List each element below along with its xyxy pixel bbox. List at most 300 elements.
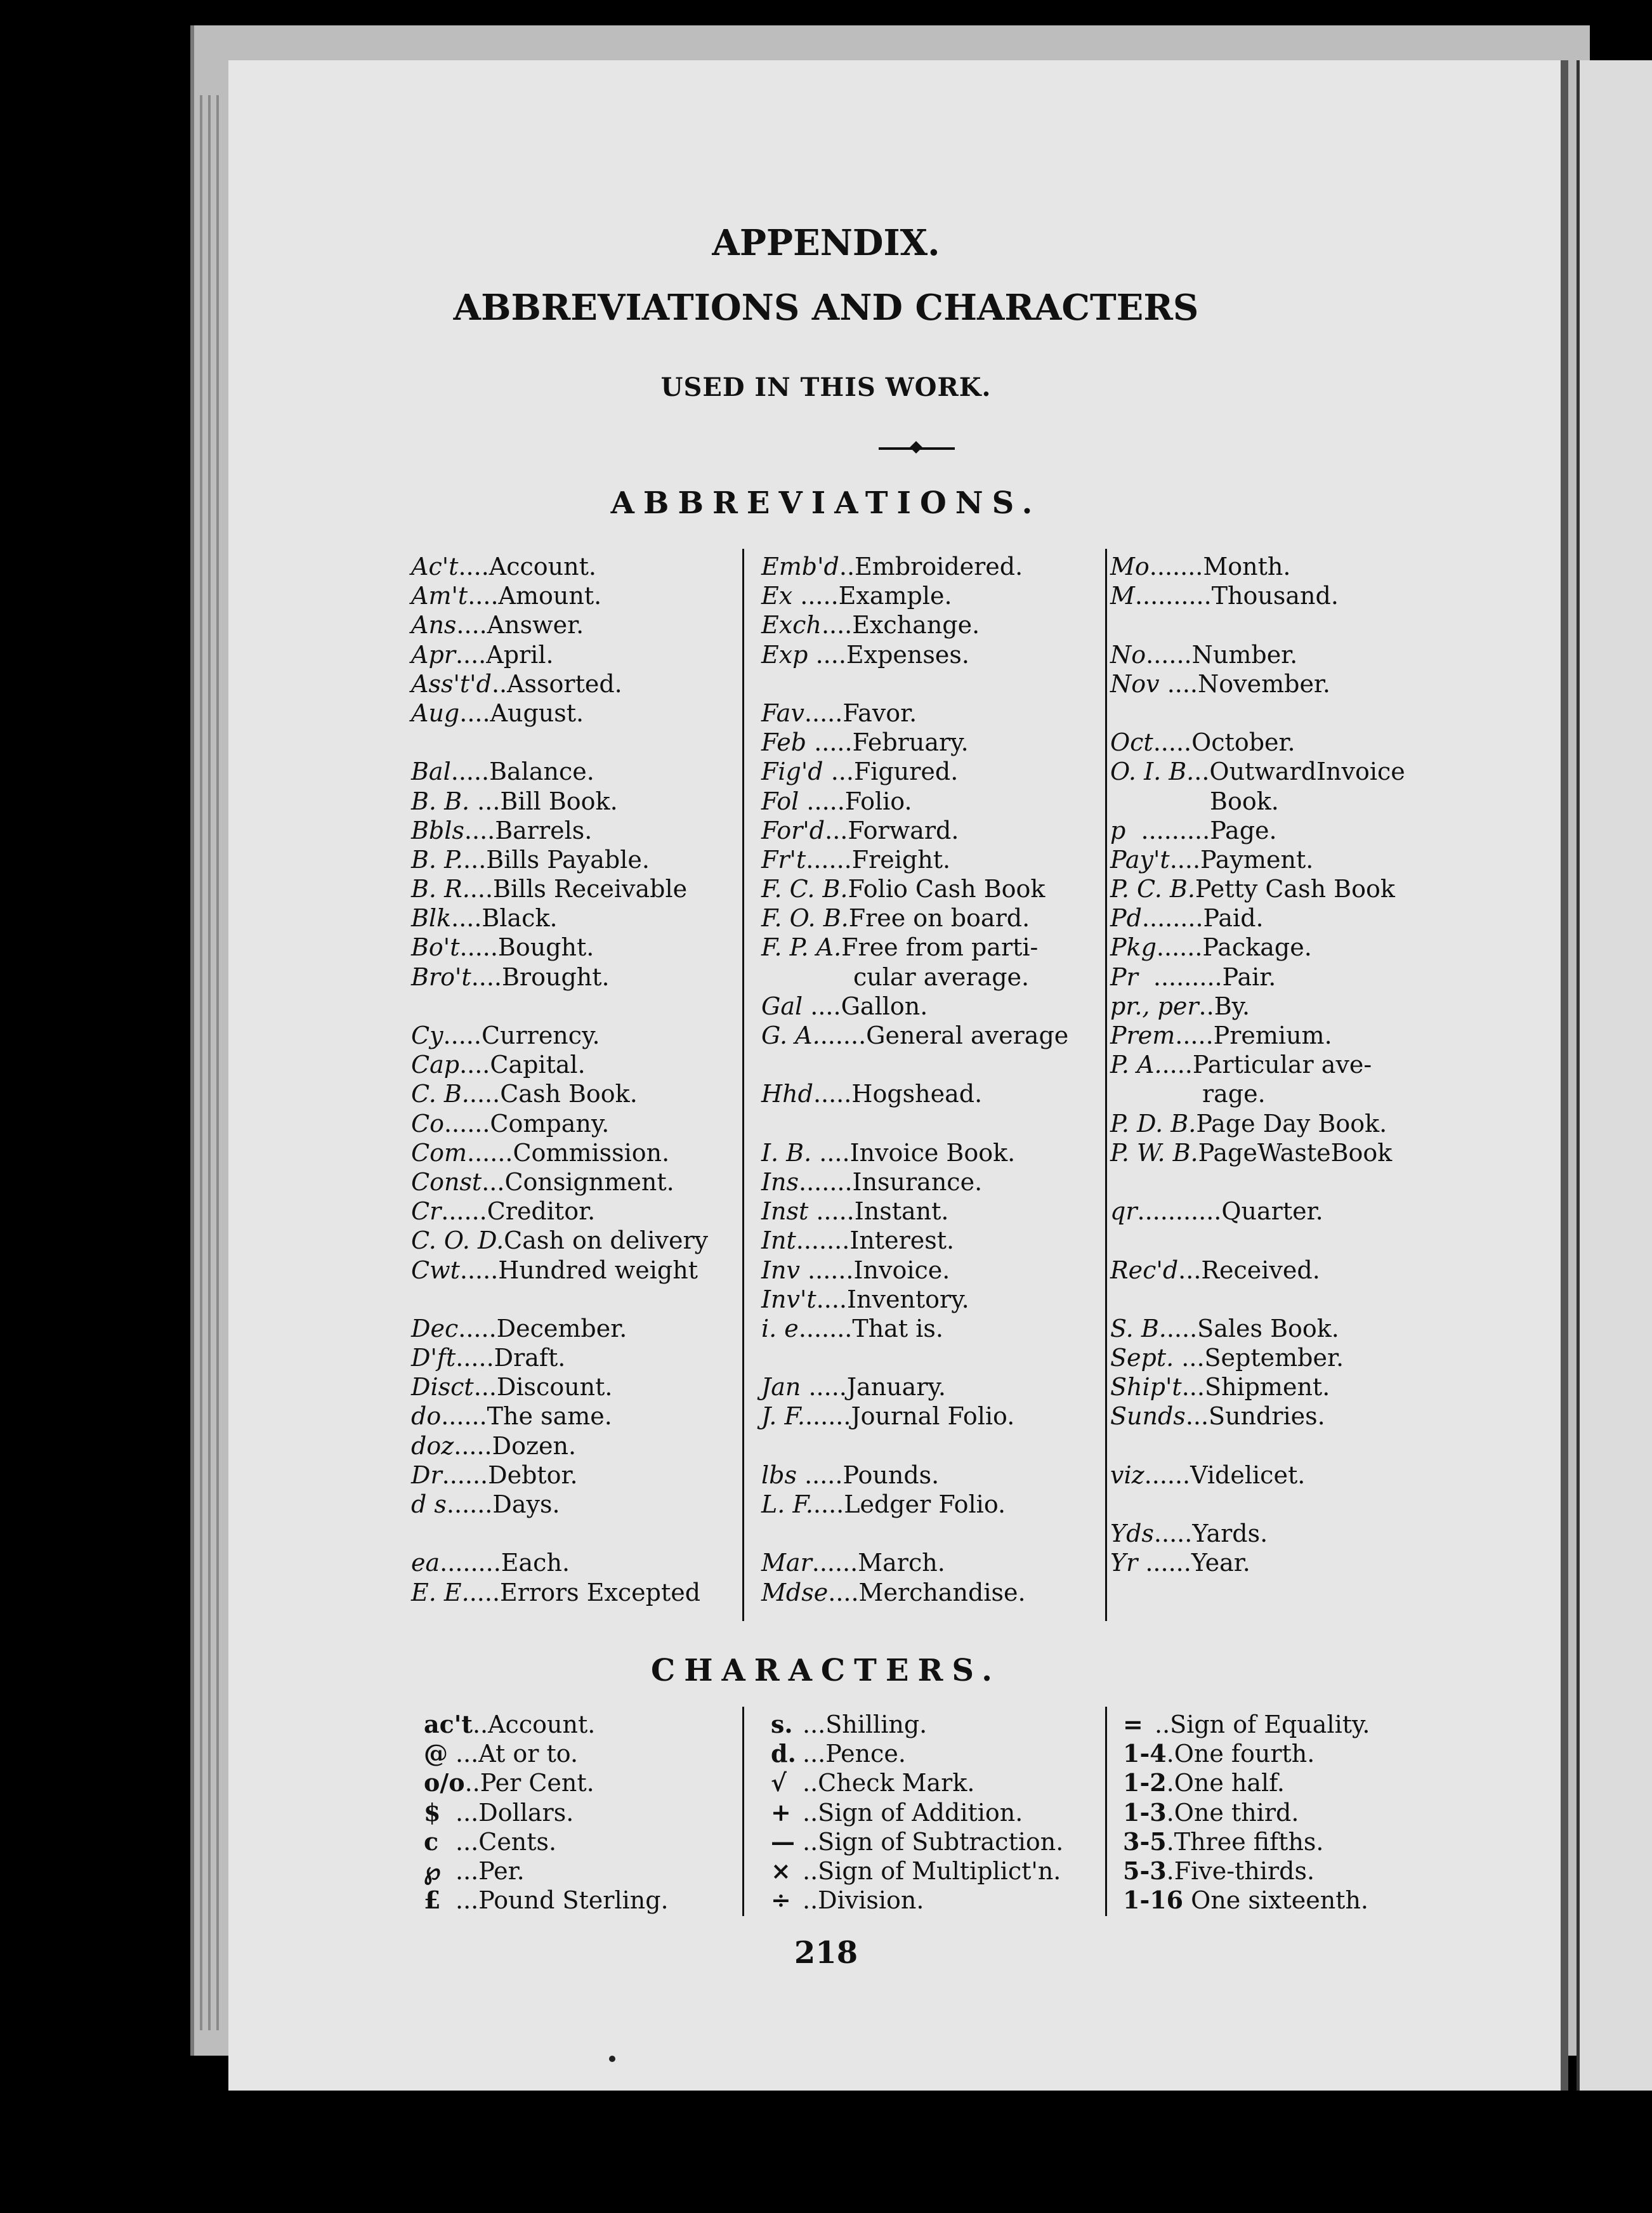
abbreviation-term: Bro't [411,962,471,991]
abbreviation-term: F. C. B. [761,875,848,903]
abbreviation-term: Ans [411,611,457,640]
abbreviation-entry [411,1402,708,1431]
character-meaning: ...Cents. [456,1827,557,1856]
abbreviation-meaning: Cash on delivery [504,1226,709,1255]
abbreviation-meaning: .....Instant. [808,1197,949,1226]
character-meaning: ...At or to. [456,1740,579,1768]
abbreviation-entry [1110,1519,1405,1548]
abbreviation-meaning: Petty Cash Book [1195,875,1395,903]
abbreviation-entry [411,816,708,845]
abbreviation-entry [411,1021,708,1050]
abbreviation-term: Pkg [1110,933,1157,962]
abbreviation-meaning: .......That is. [798,1314,943,1343]
abbreviation-entry [1110,992,1405,1021]
character-entry [1123,1739,1370,1768]
character-entry [424,1798,669,1827]
character-symbol: — [771,1827,795,1856]
abbreviation-meaning: ...Forward. [825,816,959,844]
abbreviation-entry [1110,610,1405,640]
abbreviation-meaning: ....November. [1159,669,1331,698]
abbreviation-entry [411,962,708,992]
abbreviation-entry [1110,903,1405,933]
abbreviation-entry [411,610,708,640]
abbreviation-entry [411,581,708,610]
abbreviation-meaning: ......Videlicet. [1144,1461,1306,1489]
abbreviation-entry [1110,1138,1405,1167]
abbreviation-meaning: ......General average [820,1021,1069,1049]
char-column-rule-2 [1105,1707,1107,1916]
abbreviation-term: J. F. [761,1402,805,1431]
abbreviation-entry [761,1578,1068,1607]
abbreviation-term: D'ft [411,1344,456,1372]
character-symbol: d. [771,1739,796,1768]
abbreviation-entry [761,933,1068,962]
abbreviation-meaning: ......The same. [441,1402,612,1431]
character-entry [424,1886,669,1915]
abbreviation-entry [1110,874,1405,903]
abbreviation-meaning: ...Discount. [473,1373,613,1402]
abbreviation-entry [1110,1431,1405,1461]
character-symbol: = [1123,1710,1143,1738]
abbreviation-entry [1110,1197,1405,1226]
abbreviation-entry [411,1226,708,1255]
abbreviation-meaning: ....Black. [451,904,558,933]
abbreviation-entry [761,962,1068,992]
character-symbol: + [771,1797,791,1827]
abbreviation-entry [1110,1461,1405,1490]
character-symbol: × [771,1856,791,1885]
abbreviation-meaning: ...Consignment. [482,1167,674,1196]
abbreviation-term: G. A. [761,1021,820,1049]
abbreviation-entry [1110,640,1405,669]
abbreviation-entry [411,933,708,962]
abbreviation-meaning: ...Figured. [823,758,959,786]
abbreviation-entry [1110,1050,1405,1079]
abbreviation-term: Bal [411,758,451,786]
abbreviation-meaning: ....Account. [458,553,596,581]
abbreviation-meaning: .........Pair. [1137,962,1276,991]
abbreviation-term: Inst [761,1197,809,1226]
abbreviation-meaning: .....October. [1153,728,1295,757]
character-symbol: ℘ [424,1856,441,1885]
abbreviation-meaning: .....Bought. [459,933,594,962]
characters-column-3 [1123,1710,1370,1915]
abbreviation-term: Nov [1110,669,1160,698]
abbreviation-entry [761,1431,1068,1461]
character-meaning: .Three fifths. [1166,1827,1324,1856]
abbreviation-meaning: rage. [1110,1080,1266,1108]
character-symbol: ac't [424,1710,473,1738]
abbreviation-entry [411,552,708,581]
abbreviation-term: Sept. [1110,1344,1174,1372]
character-meaning: .Five-thirds. [1166,1856,1315,1885]
abbreviation-term: Cwt [411,1256,460,1284]
abbreviation-entry [1110,1109,1405,1138]
abbreviation-entry [411,1519,708,1548]
abbreviation-term: B. R. [411,875,470,903]
ornament-divider [879,447,955,450]
abbreviation-meaning: .....Dozen. [454,1431,577,1460]
abbreviation-meaning: ....Inventory. [816,1285,969,1313]
character-symbol: 5-3 [1123,1856,1167,1885]
abbreviation-entry [1110,1314,1405,1343]
abbreviation-meaning: Folio Cash Book [848,875,1046,903]
abbreviation-entry [761,581,1068,610]
abbreviation-meaning: ...Received. [1178,1256,1320,1284]
abbreviation-entry [411,1167,708,1197]
abbreviation-entry [761,1109,1068,1138]
abbreviation-entry [411,1461,708,1490]
abbreviation-meaning: ......Year. [1137,1549,1250,1577]
abbreviation-term: Hhd [761,1080,813,1108]
abbreviation-meaning: ....Capital. [459,1051,586,1079]
abbreviation-meaning: ......Freight. [806,845,951,874]
page-subtitle: USED IN THIS WORK. [660,372,992,402]
abbreviation-entry [761,728,1068,757]
abbreviation-meaning: .........Page. [1125,816,1277,844]
abbreviation-meaning: .....Yards. [1153,1520,1268,1548]
character-symbol: 1-16 [1123,1886,1184,1915]
abbreviation-meaning: ....Gallon. [803,992,928,1020]
abbreviation-term: Pay't [1110,845,1170,874]
abbreviation-entry [1110,816,1405,845]
abbreviation-term: doz [411,1431,454,1460]
abbreviation-term: F. P. A. [761,933,842,962]
characters-column-1 [424,1710,669,1915]
abbreviation-meaning: ....August. [459,699,584,727]
abbreviation-entry [1110,845,1405,874]
abbreviation-entry [411,640,708,669]
abbreviation-entry [761,1461,1068,1490]
character-entry [771,1886,1063,1915]
abbreviation-term: Mar [761,1549,812,1577]
abbreviation-entry [1110,1285,1405,1314]
abbreviation-meaning: .....Folio. [799,787,912,815]
abbreviation-entry [411,1197,708,1226]
character-meaning: ...Pound Sterling. [456,1886,669,1915]
abbreviation-entry [761,816,1068,845]
abbreviation-entry [761,699,1068,728]
abbreviation-meaning: .....Hogshead. [813,1080,983,1108]
abbreviation-term: Aug [411,699,460,727]
abbreviation-term: E. E. [411,1578,469,1606]
abbreviation-entry [1110,552,1405,581]
character-meaning: ..Sign of Equality. [1155,1711,1370,1738]
abbreviation-term: Dr [411,1461,442,1489]
abbreviation-meaning: .....February. [806,728,969,757]
character-entry [771,1856,1063,1886]
abbreviation-entry [411,1314,708,1343]
abbreviation-meaning: .......Interest. [796,1226,955,1255]
abbreviation-entry [761,845,1068,874]
abbreviation-entry [761,1372,1068,1402]
abbreviation-entry [761,1079,1068,1108]
abbreviation-term: Inv't [761,1285,816,1313]
abbreviation-term: Mdse [761,1578,829,1606]
character-meaning: ...Dollars. [456,1798,574,1827]
character-entry [771,1827,1063,1856]
abbreviation-entry [1110,1402,1405,1431]
abbreviation-term: Mo [1110,553,1150,581]
character-symbol: s. [771,1710,793,1738]
abbreviation-entry [761,1197,1068,1226]
character-meaning: .One half. [1166,1769,1285,1797]
character-symbol: @ [424,1739,448,1768]
abbreviation-entry [411,1138,708,1167]
abbreviation-term: O. I. B. [1110,758,1195,786]
abbreviation-meaning: PageWasteBook [1198,1138,1393,1167]
abbreviation-meaning: ..........Thousand. [1134,582,1339,610]
character-entry [424,1739,669,1768]
abbreviation-term: P. D. B. [1110,1109,1196,1138]
abbreviation-meaning: ....Barrels. [464,816,593,844]
abbreviation-meaning: .....Example. [792,582,952,610]
abbreviation-meaning: ......Commission. [467,1138,670,1167]
abbreviation-meaning: Free on board. [848,904,1030,933]
abbreviation-term: Apr [411,640,456,669]
abbreviation-term: Exch [761,611,822,640]
abbreviation-meaning: ......Company. [443,1109,610,1138]
abbreviation-term: Ship't [1110,1373,1182,1402]
abbreviation-entry [411,1372,708,1402]
character-meaning: One sixteenth. [1183,1886,1368,1915]
abbreviation-term: Com [411,1138,467,1167]
abbreviation-meaning: .......Insurance. [799,1167,983,1196]
abbreviation-term: viz [1110,1461,1144,1489]
column-rule-1 [742,549,744,1621]
abbreviation-entry [1110,581,1405,610]
abbreviations-column-3 [1110,552,1405,1578]
abbreviation-meaning: .....Currency. [443,1021,600,1049]
abbreviation-entry [761,1226,1068,1255]
character-symbol: 1-3 [1123,1797,1167,1827]
abbreviation-meaning: ....Answer. [456,611,584,640]
abbreviation-entry [761,1050,1068,1079]
abbreviation-term: Ins [761,1167,799,1196]
abbreviation-meaning: ...Sundries. [1185,1402,1325,1431]
abbreviation-entry [411,1490,708,1519]
character-symbol: 3-5 [1123,1827,1167,1856]
abbreviation-entry [1110,1490,1405,1519]
abbreviation-meaning: ....Brought. [471,962,610,991]
abbreviation-entry [1110,699,1405,728]
abbreviation-entry [411,1548,708,1577]
abbreviation-entry [411,669,708,699]
character-meaning: ..Check Mark. [803,1769,975,1797]
abbreviation-entry [411,1109,708,1138]
abbreviation-entry [1110,1343,1405,1372]
abbreviation-entry [411,787,708,816]
char-column-rule-1 [742,1707,744,1916]
abbreviation-meaning: ....April. [455,640,554,669]
abbreviation-meaning: Free from parti- [841,933,1039,962]
character-symbol: ÷ [771,1886,791,1915]
abbreviation-meaning: ....Cash Book. [469,1080,638,1108]
abbreviation-meaning: ....Errors Excepted [469,1578,701,1606]
abbreviation-meaning: .....January. [801,1373,947,1402]
abbreviation-meaning: .....Pounds. [796,1461,940,1489]
abbreviation-meaning: ....Exchange. [821,611,980,640]
character-entry [771,1768,1063,1797]
abbreviation-term: F. O. B. [761,904,849,933]
character-meaning: .One fourth. [1166,1740,1315,1768]
abbreviation-entry [1110,1021,1405,1050]
abbreviations-column-2 [761,552,1068,1607]
page-title: ABBREVIATIONS AND CHARACTERS [453,287,1199,329]
character-meaning: ..Sign of Addition. [803,1798,1023,1827]
abbreviation-term: Fol [761,787,799,815]
abbreviation-term: Co [411,1109,444,1138]
abbreviation-term: d s [411,1490,447,1518]
abbreviation-term: C. B. [411,1080,469,1108]
abbreviation-term: Feb [761,728,807,757]
abbreviation-entry [761,1519,1068,1548]
abbreviation-term: Rec'd [1110,1256,1179,1284]
abbreviation-term: Fr't [761,845,806,874]
abbreviation-term: Cap [411,1051,460,1079]
abbreviation-term: Prem [1110,1021,1176,1049]
abbreviation-meaning: ....Expenses. [808,640,969,669]
abbreviation-entry [761,787,1068,816]
abbreviation-meaning: .....Hundred weight [459,1256,698,1284]
abbreviation-term: ea [411,1549,440,1577]
abbreviation-entry [411,1578,708,1607]
abbreviation-term: qr [1110,1197,1137,1226]
abbreviation-term: P. C. B. [1110,875,1195,903]
abbreviation-entry [1110,1226,1405,1255]
abbreviation-entry [1110,933,1405,962]
abbreviations-heading: ABBREVIATIONS. [610,485,1042,521]
abbreviation-meaning: cular average. [761,962,1030,991]
abbreviation-meaning: ...........Quarter. [1137,1197,1323,1226]
abbreviation-entry [411,1050,708,1079]
abbreviation-term: B. P. [411,845,464,874]
abbreviation-entry [761,1343,1068,1372]
abbreviation-term: Yds [1110,1520,1154,1548]
characters-heading: CHARACTERS. [651,1653,1001,1688]
abbreviation-entry [761,1256,1068,1285]
abbreviation-term: Oct [1110,728,1153,757]
abbreviation-entry [761,874,1068,903]
abbreviation-entry [411,757,708,786]
abbreviation-meaning: ......Journal Folio. [804,1402,1015,1431]
abbreviation-entry [761,1021,1068,1050]
abbreviation-term: Sunds [1110,1402,1186,1431]
character-entry [1123,1856,1370,1886]
abbreviation-meaning: .......Month. [1149,553,1291,581]
abbreviation-term: Pd [1110,904,1142,933]
abbreviation-meaning: ......Days. [446,1490,560,1518]
abbreviation-entry [761,903,1068,933]
abbreviation-entry [1110,1372,1405,1402]
abbreviation-term: Fav [761,699,804,727]
abbreviation-term: Inv [761,1256,800,1284]
character-symbol: o/o [424,1768,465,1797]
abbreviation-term: p [1110,816,1126,844]
character-entry [1123,1798,1370,1827]
abbreviation-term: Dec [411,1314,459,1343]
abbreviation-entry [1110,669,1405,699]
character-symbol: $ [424,1797,441,1827]
abbreviation-meaning: ........Paid. [1141,904,1264,933]
abbreviation-term: Disct [411,1373,474,1402]
abbreviation-meaning: ...Shipment. [1181,1373,1330,1402]
character-meaning: ..Sign of Subtraction. [803,1827,1064,1856]
abbreviation-meaning: ......Package. [1156,933,1312,962]
abbreviation-meaning: ......Invoice. [799,1256,950,1284]
column-rule-2 [1105,549,1107,1621]
page-number: 218 [794,1935,858,1971]
character-symbol: 1-4 [1123,1739,1167,1768]
abbreviation-meaning: ......Number. [1146,640,1298,669]
character-entry [424,1827,669,1856]
character-symbol: √ [771,1768,787,1797]
abbreviation-term: do [411,1402,442,1431]
abbreviation-entry [761,1138,1068,1167]
abbreviation-term: pr., per [1110,992,1199,1020]
character-meaning: ...Shilling. [803,1711,928,1738]
abbreviation-meaning: .....December. [458,1314,627,1343]
abbreviation-meaning: ....Ledger Folio. [813,1490,1006,1518]
abbreviation-entry [411,1079,708,1108]
abbreviation-term: No [1110,640,1146,669]
abbreviation-term: Jan [761,1373,801,1402]
abbreviation-term: M [1110,582,1135,610]
abbreviation-entry [1110,1079,1405,1108]
abbreviation-entry [1110,1167,1405,1197]
abbreviation-entry [411,1285,708,1314]
abbreviation-term: Am't [411,582,468,610]
abbreviation-entry [411,845,708,874]
abbreviation-term: Int [761,1226,796,1255]
abbreviation-entry [411,1431,708,1461]
abbreviation-meaning: ......Debtor. [442,1461,578,1489]
abbreviation-entry [761,610,1068,640]
abbreviation-meaning: Page Day Book. [1196,1109,1387,1138]
character-meaning: ...Pence. [803,1740,906,1768]
abbreviation-entry [1110,1548,1405,1577]
abbreviation-term: P. A. [1110,1051,1162,1079]
abbreviation-meaning: ....Sales Book. [1166,1314,1339,1343]
character-entry [424,1768,669,1797]
abbreviation-entry [411,874,708,903]
character-entry [1123,1886,1370,1915]
abbreviation-entry [761,757,1068,786]
character-entry [1123,1827,1370,1856]
abbreviation-term: Ac't [411,553,459,581]
abbreviation-meaning: ......Creditor. [441,1197,596,1226]
gutter-shadow [1561,60,1568,2091]
abbreviation-meaning: ....Particular ave- [1162,1051,1372,1079]
character-symbol: 1-2 [1123,1768,1167,1797]
abbreviation-entry [761,1285,1068,1314]
character-entry [771,1798,1063,1827]
abbreviation-entry [411,728,708,757]
abbreviation-entry [1110,962,1405,992]
abbreviation-meaning: ...Bills Payable. [463,845,650,874]
abbreviation-term: Ass't'd [411,669,492,698]
abbreviation-meaning: ........Each. [440,1549,570,1577]
appendix-heading: APPENDIX. [712,222,940,264]
character-meaning: ..Account. [472,1711,596,1738]
character-meaning: .One third. [1166,1798,1299,1827]
abbreviation-term: I. B. [761,1138,812,1167]
abbreviation-meaning: .....Balance. [450,758,594,786]
abbreviation-meaning: .....Draft. [456,1344,566,1372]
abbreviation-term: Exp [761,640,808,669]
abbreviation-term: Const [411,1167,482,1196]
abbreviation-entry [761,669,1068,699]
